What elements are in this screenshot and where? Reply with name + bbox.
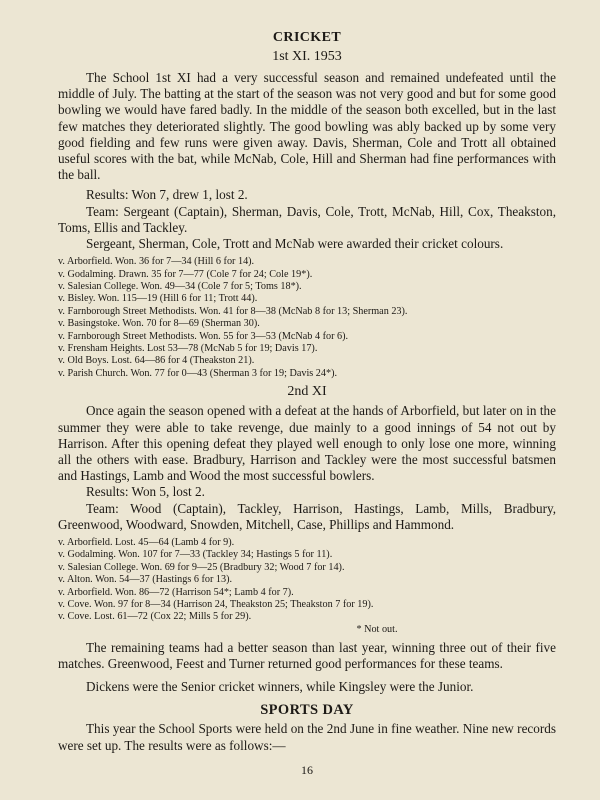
first-xi-intro-paragraph: The School 1st XI had a very successful season and remained undefeated until the middle of July. The batting at the start of the season was not very good and but for some good bowling we would have fared badly. In the middle of the season both excelled, but in the last few matches they deteriorated slightly. The good bowling was ably backed up by some very good fielding and few runs were given away. Davis, Sherman, Cole and Trott all obtained useful scores with the bat, while McNab, Cole, Hill and Sherman had fine performances with the ball.: [58, 70, 556, 183]
sports-day-heading: SPORTS DAY: [260, 702, 354, 719]
list-item: v. Godalming. Drawn. 35 for 7—77 (Cole 7 for 24; Cole 19*).: [58, 268, 313, 280]
list-item: v. Arborfield. Won. 86—72 (Harrison 54*; Lamb 4 for 7).: [58, 586, 294, 598]
first-xi-subheading: 1st XI. 1953: [272, 49, 342, 64]
first-xi-colours: Sergeant, Sherman, Cole, Trott and McNab were awarded their cricket colours.: [86, 236, 504, 252]
second-xi-results: Results: Won 5, lost 2.: [86, 484, 205, 500]
document-page: [58, 30, 556, 790]
list-item: v. Old Boys. Lost. 64—86 for 4 (Theakston 21).: [58, 355, 255, 367]
list-item: v. Bisley. Won. 115—19 (Hill 6 for 11; Trott 44).: [58, 293, 258, 305]
list-item: v. Godalming. Won. 107 for 7—33 (Tackley 34; Hastings 5 for 11).: [58, 549, 333, 561]
page-number: 16: [301, 763, 313, 777]
cricket-heading: CRICKET: [272, 30, 342, 45]
list-item: v. Frensham Heights. Lost 53—78 (McNab 5 for 19; Davis 17).: [58, 343, 318, 355]
first-xi-results: Results: Won 7, drew 1, lost 2.: [86, 187, 248, 203]
first-xi-match-list: [58, 256, 556, 380]
list-item: v. Farnborough Street Methodists. Won. 41 for 8—38 (McNab 8 for 13; Sherman 23).: [58, 305, 408, 317]
list-item: v. Salesian College. Won. 69 for 9—25 (Bradbury 32; Wood 7 for 14).: [58, 561, 345, 573]
second-xi-intro-paragraph: Once again the season opened with a defeat at the hands of Arborfield, but later on in the summer they were able to take revenge, due mainly to a good innings of 54 not out by Harrison. After this opening defeat they played well enough to only lose one more, winning all the others with ease. Bradbury, Harrison and Tackley were the most successful batsmen and Hastings, Lamb and Wood the most successful bowlers.: [58, 403, 556, 484]
second-xi-match-list: [58, 537, 556, 624]
list-item: v. Arborfield. Lost. 45—64 (Lamb 4 for 9).: [58, 536, 235, 548]
list-item: v. Alton. Won. 54—37 (Hastings 6 for 13).: [58, 574, 233, 586]
first-xi-team: Team: Sergeant (Captain), Sherman, Davis, Cole, Trott, McNab, Hill, Cox, Theakston, Toms, Ellis and Tackley.: [58, 203, 556, 235]
list-item: v. Basingstoke. Won. 70 for 8—69 (Sherman 30).: [58, 318, 260, 330]
second-xi-subheading: 2nd XI: [287, 384, 327, 400]
list-item: v. Cove. Won. 97 for 8—34 (Harrison 24, Theakston 25; Theakston 7 for 19).: [58, 598, 374, 610]
list-item: v. Parish Church. Won. 77 for 0—43 (Sherman 3 for 19; Davis 24*).: [58, 367, 338, 379]
list-item: v. Arborfield. Won. 36 for 7—34 (Hill 6 for 14).: [58, 256, 255, 268]
not-out-note: * Not out.: [356, 623, 398, 635]
house-winners-paragraph: Dickens were the Senior cricket winners, while Kingsley were the Junior.: [86, 679, 474, 695]
list-item: v. Cove. Lost. 61—72 (Cox 22; Mills 5 for 29).: [58, 611, 252, 623]
list-item: v. Salesian College. Won. 49—34 (Cole 7 for 5; Toms 18*).: [58, 281, 302, 293]
sports-day-intro-paragraph: This year the School Sports were held on the 2nd June in fine weather. Nine new records were set up. The results were as follows:—: [58, 721, 556, 753]
second-xi-team: Team: Wood (Captain), Tackley, Harrison, Hastings, Lamb, Mills, Bradbury, Greenwood, Woodward, Snowden, Mitchell, Case, Phillips and Hammond.: [58, 500, 556, 532]
list-item: v. Farnborough Street Methodists. Won. 55 for 3—53 (McNab 4 for 6).: [58, 330, 349, 342]
remaining-teams-paragraph: The remaining teams had a better season than last year, winning three out of their five matches. Greenwood, Feest and Turner returned good performances for these teams.: [58, 639, 556, 671]
